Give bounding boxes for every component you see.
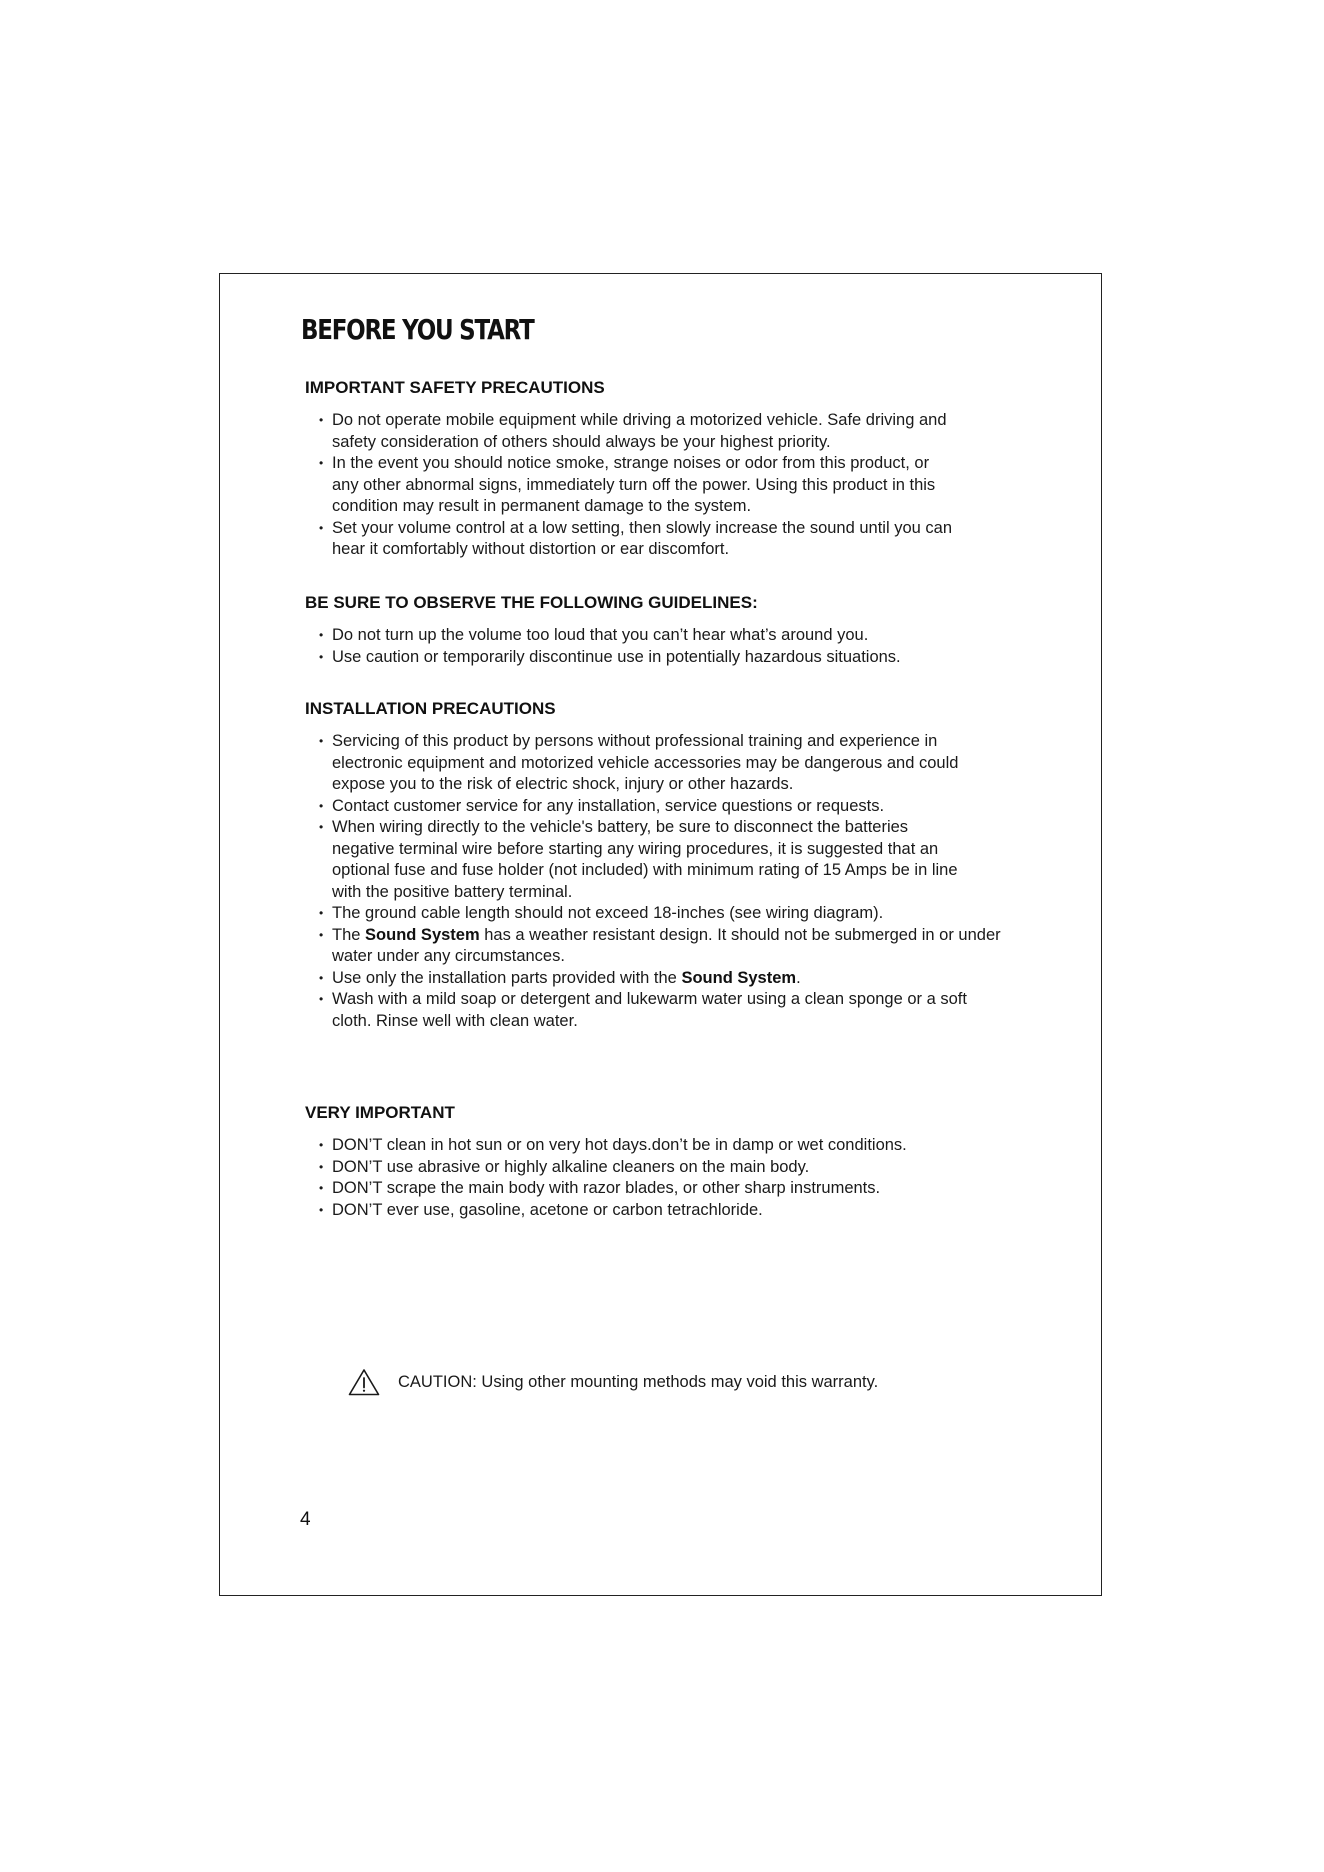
list-item-text: Contact customer service for any installation, service questions or requests.	[332, 796, 885, 815]
page-number: 4	[300, 1509, 311, 1530]
bullet-list	[305, 731, 1085, 1032]
page-title: BEFORE YOU START	[301, 313, 534, 346]
list-item-text: with the positive battery terminal.	[332, 882, 573, 901]
list-item	[332, 796, 1085, 818]
caution-notice	[348, 1367, 878, 1397]
list-item-text: water under any circumstances.	[332, 947, 565, 965]
list-item	[332, 625, 1085, 647]
list-item-text: expose you to the risk of electric shock, injury or other hazards.	[332, 775, 794, 793]
list-item	[332, 903, 1085, 925]
list-item-text: Wash with a mild soap or detergent and lukewarm water using a clean sponge or a soft	[332, 990, 967, 1008]
very-important-section	[305, 1102, 1085, 1221]
list-item	[332, 1157, 1085, 1179]
list-item-text: negative terminal wire before starting any wiring procedures, it is suggested that an	[332, 839, 939, 858]
list-item	[332, 410, 1085, 453]
guidelines-section	[305, 592, 1085, 668]
list-item-text: DON’T clean in hot sun or on very hot days.don’t be in damp or wet conditions.	[332, 1136, 907, 1154]
list-item-text: electronic equipment and motorized vehicle accessories may be dangerous and could	[332, 753, 959, 772]
list-item	[332, 1135, 1085, 1157]
list-item	[332, 518, 1085, 561]
list-item-text: optional fuse and fuse holder (not included) with minimum rating of 15 Amps be in line	[332, 861, 958, 879]
list-item-text: any other abnormal signs, immediately turn off the power. Using this product in this	[332, 475, 936, 494]
list-item	[332, 925, 1085, 968]
product-name: Sound System	[681, 968, 797, 987]
bullet-list	[305, 1135, 1085, 1221]
list-item	[332, 453, 1085, 518]
list-item	[332, 989, 1085, 1032]
section-heading: IMPORTANT SAFETY PRECAUTIONS	[305, 378, 605, 397]
list-item-text: Do not turn up the volume too loud that you can’t hear what’s around you.	[332, 626, 869, 644]
list-item-text: Use only the installation parts provided with the	[332, 968, 682, 987]
list-item	[332, 817, 1085, 903]
section-heading: INSTALLATION PRECAUTIONS	[305, 699, 556, 718]
warning-triangle-icon	[348, 1368, 380, 1396]
section-heading: BE SURE TO OBSERVE THE FOLLOWING GUIDELINES:	[305, 593, 758, 612]
list-item	[332, 968, 1085, 990]
list-item-text: cloth. Rinse well with clean water.	[332, 1011, 578, 1030]
installation-precautions-section	[305, 698, 1085, 1032]
list-item-text: In the event you should notice smoke, strange noises or odor from this product, or	[332, 454, 930, 472]
product-name: Sound System	[365, 925, 480, 944]
list-item-text: The	[332, 925, 366, 944]
list-item	[332, 1200, 1085, 1222]
list-item-text: Do not operate mobile equipment while driving a motorized vehicle. Safe driving and	[332, 411, 947, 429]
bullet-list	[305, 410, 1085, 561]
list-item	[332, 647, 1085, 669]
list-item	[332, 731, 1085, 796]
list-item-text: has a weather resistant design. It should not be submerged in or under	[479, 925, 1001, 944]
bullet-list	[305, 625, 1085, 668]
list-item	[332, 1178, 1085, 1200]
list-item-text: DON’T scrape the main body with razor blades, or other sharp instruments.	[332, 1179, 881, 1197]
list-item-text: The ground cable length should not exceed 18-inches (see wiring diagram).	[332, 904, 884, 922]
list-item-text: condition may result in permanent damage to the system.	[332, 497, 752, 515]
list-item-text: DON’T use abrasive or highly alkaline cleaners on the main body.	[332, 1157, 810, 1176]
safety-precautions-section	[305, 377, 1085, 561]
section-heading: VERY IMPORTANT	[305, 1103, 455, 1122]
list-item-text: Set your volume control at a low setting, then slowly increase the sound until you can	[332, 518, 953, 537]
list-item-text: safety consideration of others should always be your highest priority.	[332, 432, 831, 451]
list-item-text: Use caution or temporarily discontinue use in potentially hazardous situations.	[332, 647, 901, 666]
list-item-text: .	[796, 968, 801, 987]
list-item-text: DON’T ever use, gasoline, acetone or carbon tetrachloride.	[332, 1200, 763, 1219]
list-item-text: When wiring directly to the vehicle's battery, be sure to disconnect the batteries	[332, 818, 909, 836]
list-item-text: Servicing of this product by persons without professional training and experience in	[332, 732, 938, 750]
list-item-text: hear it comfortably without distortion or ear discomfort.	[332, 540, 730, 558]
caution-text: CAUTION: Using other mounting methods may void this warranty.	[398, 1372, 879, 1391]
